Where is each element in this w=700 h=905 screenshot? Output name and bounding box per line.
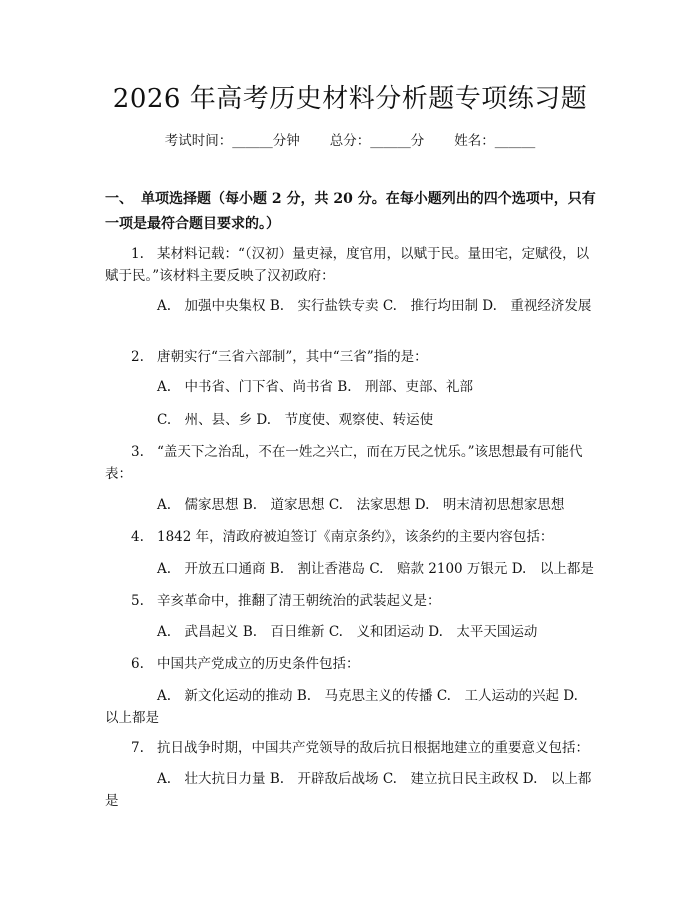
question-1-options: A. 加强中央集权 B. 实行盐铁专卖 C. 推行均田制 D. 重视经济发展	[157, 298, 592, 314]
exam-meta-line	[0, 131, 700, 151]
question-5-options: A. 武昌起义 B. 百日维新 C. 义和团运动 D. 太平天国运动	[157, 624, 538, 640]
question-6-options: A. 新文化运动的推动 B. 马克思主义的传播 C. 工人运动的兴起 D. 以上都是	[105, 688, 592, 726]
question-number: 6.	[131, 656, 144, 672]
question-number: 5.	[131, 593, 144, 609]
question-6-stem	[105, 653, 600, 675]
page-title: 2026 年高考历史材料分析题专项练习题	[112, 84, 588, 114]
question-7-stem	[105, 737, 600, 759]
question-text: 唐朝实行“三省六部制”，其中“三省”指的是：	[157, 349, 428, 365]
section-instructions: 单项选择题（每小题 2 分，共 20 分。在每小题列出的四个选项中，只有一项是最符合题目要求的。）	[105, 191, 596, 232]
question-2-options-line-2: C. 州、县、乡 D. 节度使、观察使、转运使	[157, 412, 434, 428]
question-text: 抗日战争时期，中国共产党领导的敌后抗日根据地建立的重要意义包括：	[157, 740, 589, 756]
question-text: 1842 年，清政府被迫签订《南京条约》，该条约的主要内容包括：	[157, 529, 554, 545]
question-5-stem	[105, 590, 600, 612]
question-number: 7.	[131, 740, 144, 756]
section-heading	[105, 187, 605, 237]
question-number: 2.	[131, 349, 144, 365]
question-number: 3.	[131, 444, 144, 460]
question-4-stem	[105, 526, 600, 548]
question-3-options: A. 儒家思想 B. 道家思想 C. 法家思想 D. 明末清初思想家思想	[157, 497, 565, 513]
question-text: 中国共产党成立的历史条件包括：	[157, 656, 360, 672]
question-7-options: A. 壮大抗日力量 B. 开辟敌后战场 C. 建立抗日民主政权 D. 以上都是	[105, 771, 592, 809]
total-score-field: 总分：______分	[329, 133, 425, 149]
question-3-stem	[105, 441, 600, 485]
question-2-options-line-1: A. 中书省、门下省、尚书省 B. 刑部、吏部、礼部	[157, 379, 474, 395]
question-1-stem	[105, 243, 600, 287]
question-text: “盖天下之治乱，不在一姓之兴亡，而在万民之忧乐。”该思想最有可能代表：	[105, 444, 583, 482]
question-2-stem	[105, 346, 600, 368]
question-number: 1.	[131, 246, 144, 262]
question-text: 某材料记载：“（汉初）量吏禄，度官用，以赋于民。量田宅，定赋役，以赋于民。”该材料主要反映了汉初政府：	[105, 246, 590, 284]
question-text: 辛亥革命中，推翻了清王朝统治的武装起义是：	[157, 593, 441, 609]
question-4-options: A. 开放五口通商 B. 割让香港岛 C. 赔款 2100 万银元 D. 以上都是	[157, 561, 594, 577]
section-number: 一、	[105, 191, 133, 207]
exam-time-field: 考试时间：______分钟	[164, 133, 300, 149]
question-number: 4.	[131, 529, 144, 545]
student-name-field: 姓名：______	[454, 133, 536, 149]
